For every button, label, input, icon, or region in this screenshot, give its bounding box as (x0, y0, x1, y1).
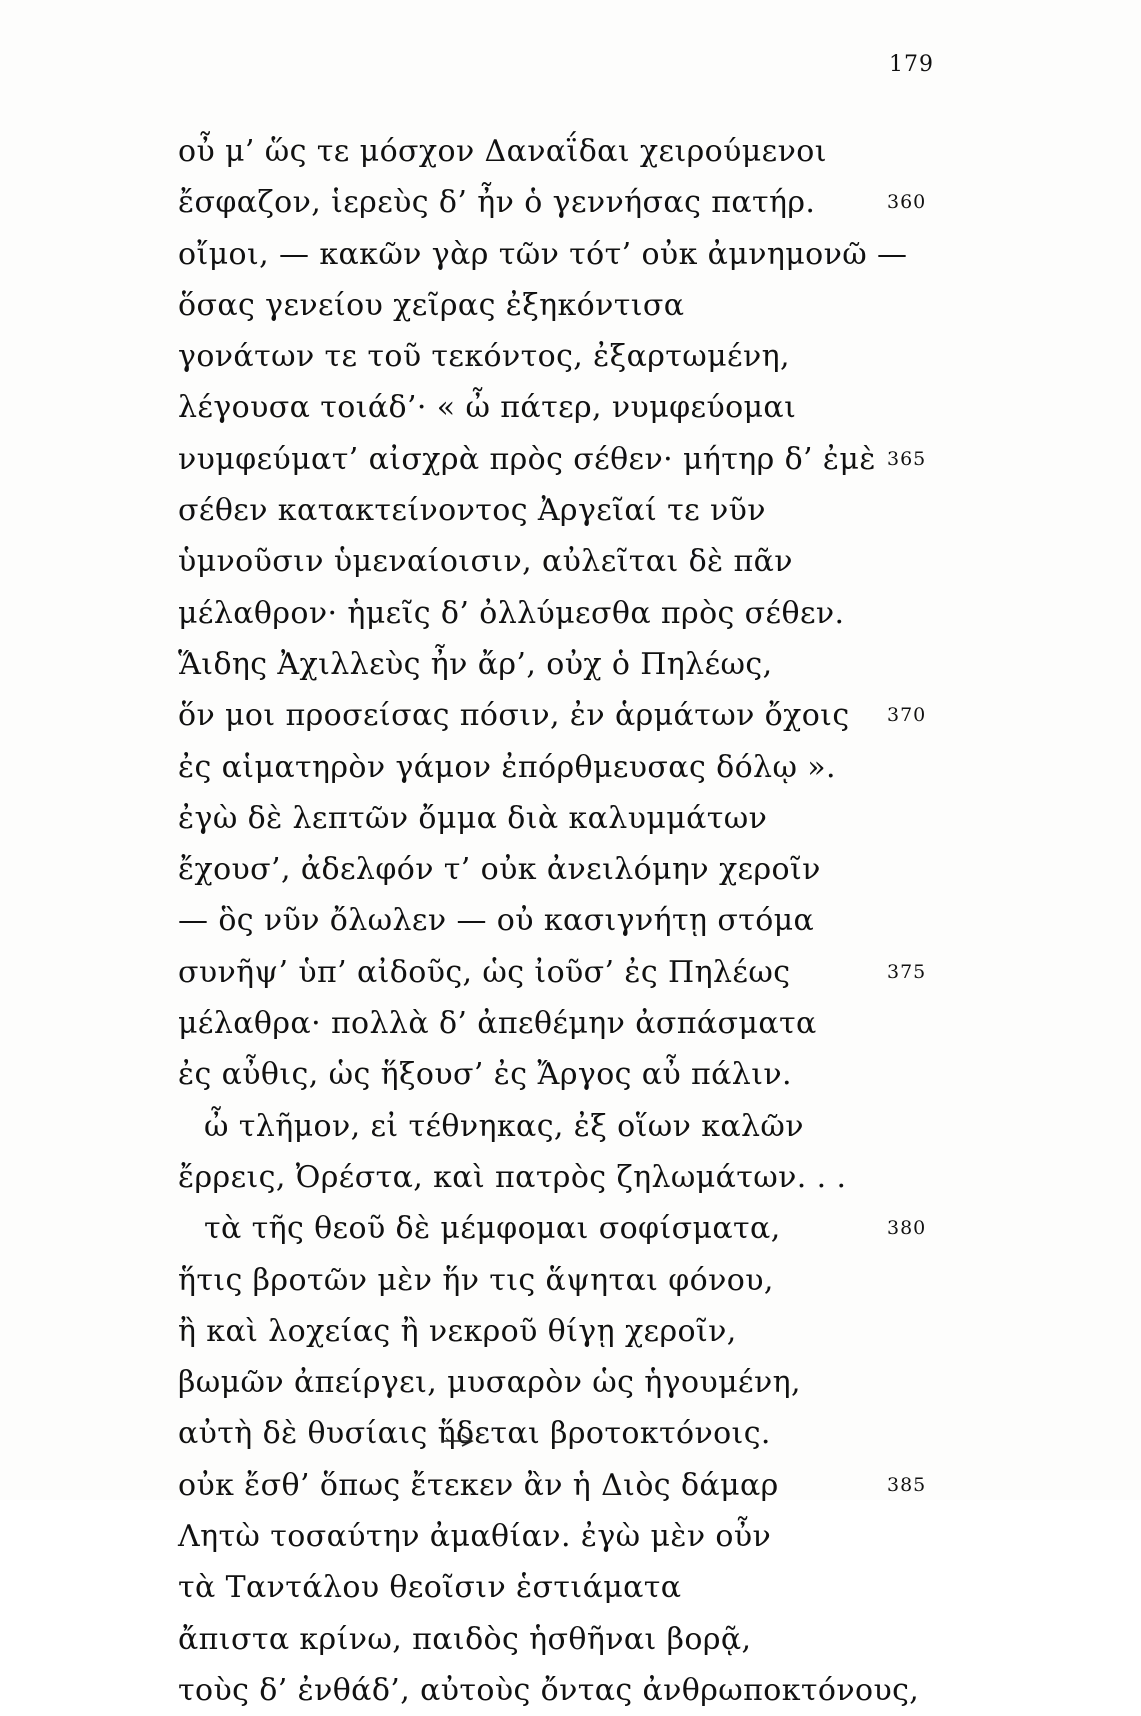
verse-line: τοὺς δ’ ἐνθάδ’, αὐτοὺς ὄντας ἀνθρωποκτόνους, (178, 1672, 920, 1708)
verse-line: ἄπιστα κρίνω, παιδὸς ἡσθῆναι βορᾷ, (178, 1621, 752, 1657)
verse-line: Λητὼ τοσαύτην ἀμαθίαν. ἐγὼ μὲν οὖν (178, 1519, 772, 1555)
verse-line: ἔχουσ’, ἀδελφόν τ’ οὐκ ἀνειλόμην χεροῖν (178, 852, 821, 888)
verse-line: οἴμοι, — κακῶν γὰρ τῶν τότ’ οὐκ ἀμνημονῶ — (178, 236, 908, 272)
verse-line: μέλαθρα· πολλὰ δ’ ἀπεθέμην ἀσπάσματα (178, 1006, 817, 1042)
verse-line: λέγουσα τοιάδ’· « ὦ πάτερ, νυμφεύομαι (178, 390, 797, 426)
verse-line: σέθεν κατακτείνοντος Ἀργεῖαί τε νῦν (178, 493, 766, 529)
verse-line: βωμῶν ἀπείργει, μυσαρὸν ὡς ἡγουμένη, (178, 1365, 801, 1401)
verse-line: οὖ μ’ ὥς τε μόσχον Δαναΐδαι χειρούμενοι (178, 134, 827, 169)
verse-line: γονάτων τε τοῦ τεκόντος, ἐξαρτωμένη, (178, 339, 790, 375)
verse-line: ἥτις βροτῶν μὲν ἥν τις ἅψηται φόνου, (178, 1262, 774, 1298)
line-number: 365 (887, 447, 927, 470)
verse-line: ὦ τλῆμον, εἰ τέθνηκας, ἐξ οἵων καλῶν (204, 1108, 804, 1144)
verse-line: νυμφεύματ’ αἰσχρὰ πρὸς σέθεν· μήτηρ δ’ ἐμὲ (178, 441, 876, 477)
verse-line: ἐγὼ δὲ λεπτῶν ὄμμα διὰ καλυμμάτων (178, 800, 768, 836)
verse-line: συνῆψ’ ὑπ’ αἰδοῦς, ὡς ἰοῦσ’ ἐς Πηλέως (178, 954, 791, 990)
verse-line: — ὃς νῦν ὄλωλεν — οὐ κασιγνήτῃ στόμα (178, 903, 815, 939)
arrow-ornament-icon (440, 1432, 480, 1448)
verse-line: αὐτὴ δὲ θυσίαις ἥδεται βροτοκτόνοις. (178, 1416, 771, 1452)
line-number: 375 (887, 960, 927, 983)
verse-line: τὰ Ταντάλου θεοῖσιν ἑστιάματα (178, 1570, 682, 1606)
verse-line: Ἅιδης Ἀχιλλεὺς ἦν ἄρ’, οὐχ ὁ Πηλέως, (178, 646, 773, 682)
verse-line: ἐς αἱματηρὸν γάμον ἐπόρθμευσας δόλῳ ». (178, 749, 836, 785)
verse-line: ὅσας γενείου χεῖρας ἐξηκόντισα (178, 287, 685, 323)
line-number: 385 (887, 1473, 927, 1496)
verse-line: ἢ καὶ λοχείας ἢ νεκροῦ θίγῃ χεροῖν, (178, 1313, 737, 1349)
verse-line: μέλαθρον· ἡμεῖς δ’ ὀλλύμεσθα πρὸς σέθεν. (178, 595, 845, 631)
verse-line: τὰ τῆς θεοῦ δὲ μέμφομαι σοφίσματα, (204, 1211, 781, 1247)
line-number: 360 (887, 191, 927, 214)
verse-line: ἔσφαζον, ἱερεὺς δ’ ἦν ὁ γεννήσας πατήρ. (178, 185, 816, 221)
verse-line: ἐς αὖθις, ὡς ἥξουσ’ ἐς Ἄργος αὖ πάλιν. (178, 1057, 792, 1093)
line-number: 370 (887, 704, 927, 727)
verse-line: ὅν μοι προσείσας πόσιν, ἐν ἁρμάτων ὄχοις (178, 698, 850, 734)
verse-line: ὑμνοῦσιν ὑμεναίοισιν, αὐλεῖται δὲ πᾶν (178, 544, 793, 580)
verse-line: ἔρρεις, Ὀρέστα, καὶ πατρὸς ζηλωμάτων. . . (178, 1159, 847, 1195)
verse-line: οὐκ ἔσθ’ ὅπως ἔτεκεν ἂν ἡ Διὸς δάμαρ (178, 1467, 779, 1503)
page-number: 179 (889, 52, 934, 77)
line-number: 380 (887, 1217, 927, 1240)
